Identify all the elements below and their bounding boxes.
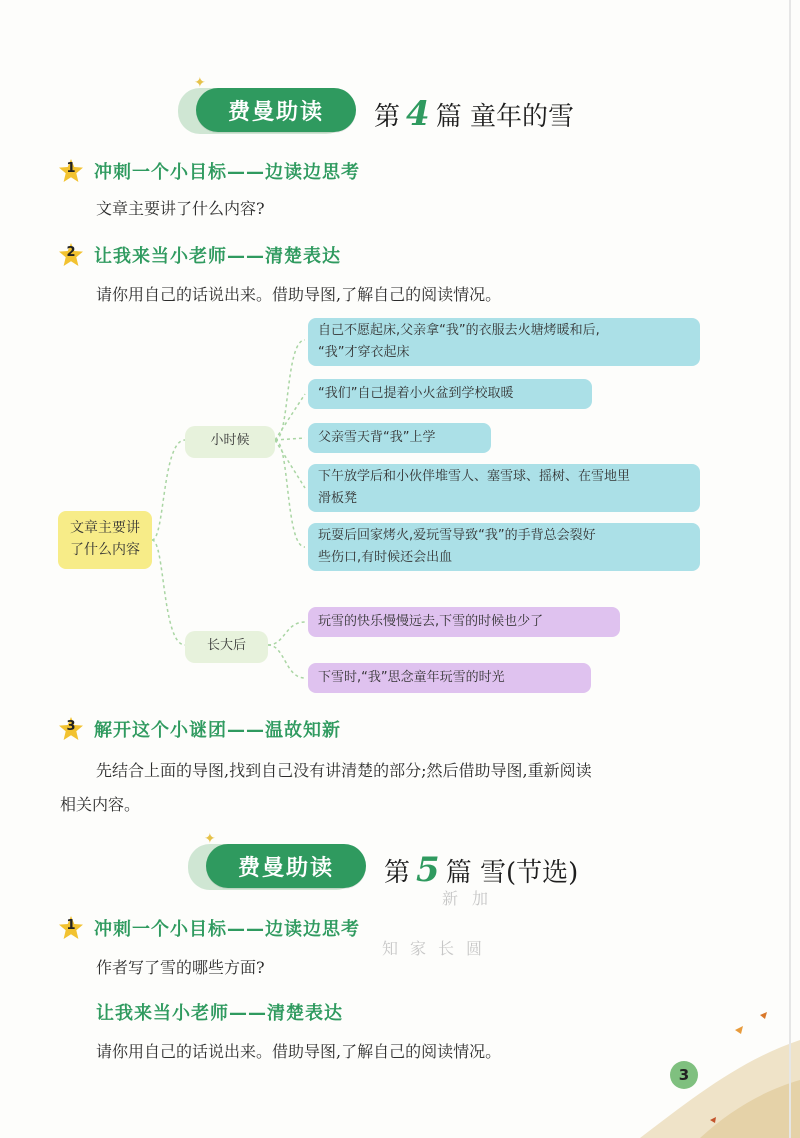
section5-2-heading: 让我来当小老师——清楚表达 (96, 1003, 343, 1024)
star-number-icon: 1 (58, 915, 84, 941)
mindmap-leaf: 玩耍后回家烤火,爱玩雪导致“我”的手背总会裂好 些伤口,有时候还会出血 (308, 523, 700, 571)
section4-1-heading: 1 冲刺一个小目标——边读边思考 (58, 158, 360, 184)
lesson5-badge: 费曼助读 (206, 844, 366, 888)
section5-1-text: 作者写了雪的哪些方面? (96, 958, 265, 977)
mindmap-root: 文章主要讲 了什么内容 (58, 511, 152, 569)
mindmap-branch-grownup: 长大后 (185, 631, 268, 663)
mindmap-leaf: 玩雪的快乐慢慢远去,下雪的时候也少了 (308, 607, 620, 637)
lesson4-badge: 费曼助读 (196, 88, 356, 132)
mindmap-branch-childhood: 小时候 (185, 426, 275, 458)
lesson4-title: 第 4 篇 童年的雪 (374, 94, 574, 134)
sparkle-icon: ✦ (204, 831, 216, 847)
stamp-watermark: 新加 知家长圆 (382, 889, 503, 958)
section4-2-text: 请你用自己的话说出来。借助导图,了解自己的阅读情况。 (96, 285, 502, 304)
mindmap-leaf: “我们”自己提着小火盆到学校取暖 (308, 379, 592, 409)
section4-1-text: 文章主要讲了什么内容? (96, 199, 265, 218)
section4-2-heading: 2 让我来当小老师——清楚表达 (58, 242, 341, 268)
mindmap-leaf: 下午放学后和小伙伴堆雪人、塞雪球、摇树、在雪地里 滑板凳 (308, 464, 700, 512)
lesson5-title: 第 5 篇 雪(节选) (384, 850, 579, 890)
mindmap-leaf: 自己不愿起床,父亲拿“我”的衣服去火塘烤暖和后, “我”才穿衣起床 (308, 318, 700, 366)
star-number-icon: 1 (58, 158, 84, 184)
mindmap-leaf: 父亲雪天背“我”上学 (308, 423, 491, 453)
star-number-icon: 3 (58, 716, 84, 742)
page-number: 3 (670, 1061, 698, 1089)
sparkle-icon: ✦ (194, 75, 206, 91)
star-number-icon: 2 (58, 242, 84, 268)
section5-1-heading: 1 冲刺一个小目标——边读边思考 (58, 915, 360, 941)
mindmap-leaf: 下雪时,“我”思念童年玩雪的时光 (308, 663, 591, 693)
section5-2-text: 请你用自己的话说出来。借助导图,了解自己的阅读情况。 (96, 1042, 502, 1061)
section4-3-heading: 3 解开这个小谜团——温故知新 (58, 716, 341, 742)
section4-3-text: 先结合上面的导图,找到自己没有讲清楚的部分;然后借助导图,重新阅读 相关内容。 (60, 761, 592, 814)
